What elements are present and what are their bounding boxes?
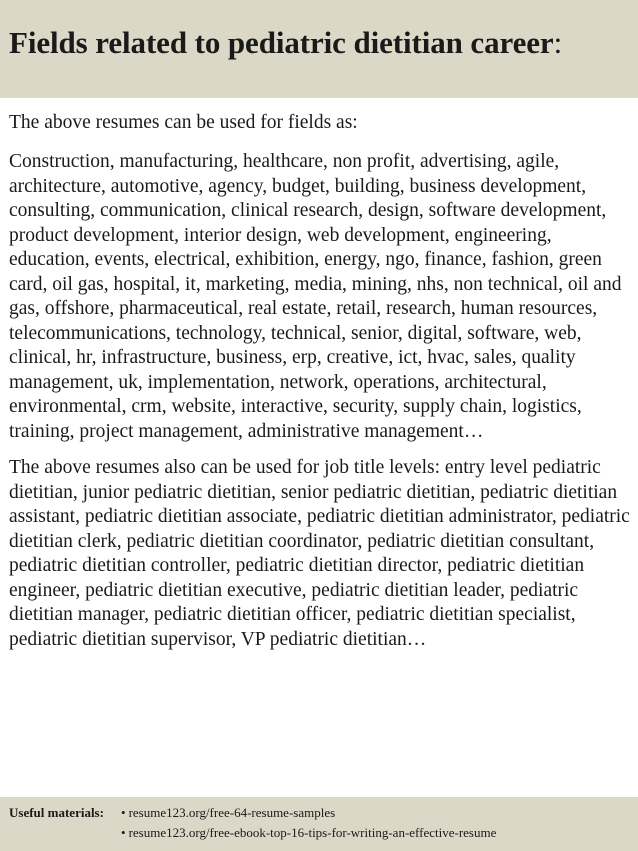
bullet-icon: • [121,805,126,820]
main-content [9,110,633,652]
page-title-colon: : [553,25,563,60]
page-title-text: Fields related to pediatric dietitian career [9,25,554,60]
resume-ebook-link-text: resume123.org/free-ebook-top-16-tips-for-writing-an-effective-resume [128,825,497,840]
page-title [9,24,562,62]
resume-samples-link[interactable] [121,803,496,823]
footer-band [0,797,638,851]
resume-samples-link-text: resume123.org/free-64-resume-samples [128,805,336,820]
useful-materials-list [121,803,496,843]
resume-ebook-link[interactable] [121,823,496,843]
job-levels-paragraph: The above resumes also can be used for job title levels: entry level pediatric dietitian, junior pediatric dietitian, senior pediatric dietitian, pediatric dietitian assistant, pediatric dietitian associate, pediatric dietitian administrator, pediatric dietitian clerk, pediatric dietitian coordinator, pediatric dietitian consultant, pediatric dietitian controller, pediatric dietitian director, pediatric dietitian engineer, pediatric dietitian executive, pediatric dietitian leader, pediatric dietitian manager, pediatric dietitian officer, pediatric dietitian specialist, pediatric dietitian supervisor, VP pediatric dietitian… [9,457,630,650]
intro-text: The above resumes can be used for fields as: [9,112,358,133]
bullet-icon: • [121,825,126,840]
title-band [0,0,638,98]
fields-paragraph: Construction, manufacturing, healthcare, non profit, advertising, agile, architecture, automotive, agency, budget, building, business development, consulting, communication, clinical research, design, software development, product development, interior design, web development, engineering, education, events, electrical, exhibition, energy, ngo, finance, fashion, green card, oil gas, hospital, it, marketing, media, mining, nhs, non technical, oil and gas, offshore, pharmaceutical, real estate, retail, research, human resources, telecommunications, technology, technical, senior, digital, software, web, clinical, hr, infrastructure, business, erp, creative, ict, hvac, sales, quality management, uk, implementation, network, operations, architectural, environmental, crm, website, interactive, security, supply chain, logistics, training, project management, administrative management… [9,151,622,442]
useful-materials-label: Useful materials: [9,805,104,820]
